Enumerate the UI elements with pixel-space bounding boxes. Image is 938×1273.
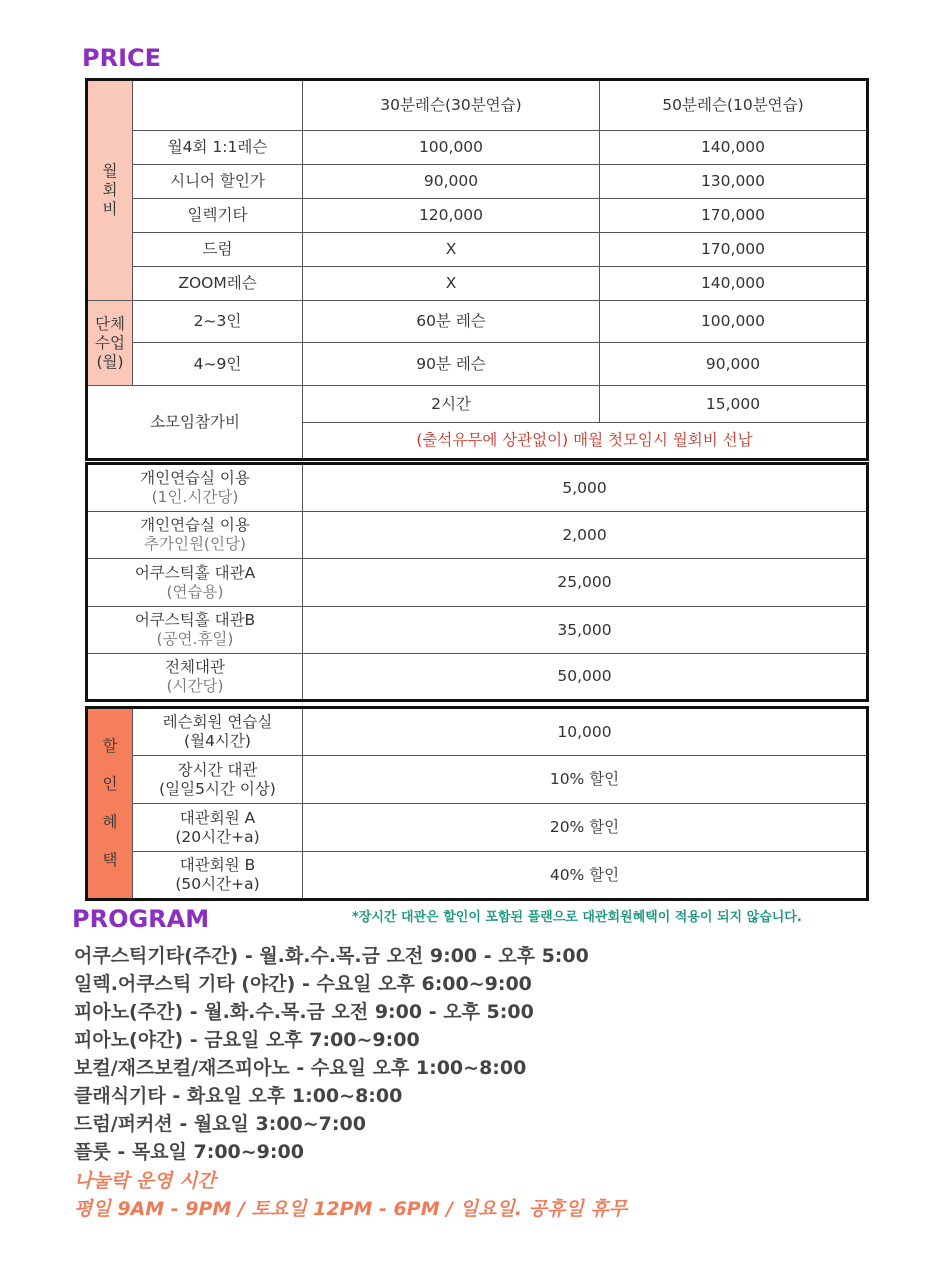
discount-group-label: 할 인 혜 택 bbox=[87, 708, 133, 900]
row-label: 시니어 할인가 bbox=[133, 165, 303, 199]
price-50: 170,000 bbox=[600, 199, 868, 233]
row-label: ZOOM레슨 bbox=[133, 267, 303, 301]
row-label: 4~9인 bbox=[133, 343, 303, 386]
price-30: 90분 레슨 bbox=[303, 343, 600, 386]
program-line: 클래식기타 - 화요일 오후 1:00~8:00 bbox=[74, 1085, 403, 1107]
header-30min: 30분레슨(30분연습) bbox=[303, 80, 600, 131]
rental-label: 어쿠스틱홀 대관B (공연.휴일) bbox=[87, 607, 303, 654]
program-line: 플룻 - 목요일 7:00~9:00 bbox=[74, 1141, 304, 1163]
rental-price: 25,000 bbox=[303, 559, 868, 607]
rental-label: 어쿠스틱홀 대관A (연습용) bbox=[87, 559, 303, 607]
rental-price: 35,000 bbox=[303, 607, 868, 654]
row-label: 2~3인 bbox=[133, 301, 303, 343]
price-30: 60분 레슨 bbox=[303, 301, 600, 343]
group-class-label: 단체 수업 (월) bbox=[87, 301, 133, 386]
rental-label: 전체대관 (시간당) bbox=[87, 654, 303, 701]
discount-table bbox=[85, 706, 869, 901]
discount-label: 장시간 대관 (일일5시간 이상) bbox=[133, 756, 303, 804]
meetup-price: 15,000 bbox=[600, 386, 868, 423]
price-30: 100,000 bbox=[303, 131, 600, 165]
price-50: 90,000 bbox=[600, 343, 868, 386]
program-line: 보컬/재즈보컬/재즈피아노 - 수요일 오후 1:00~8:00 bbox=[74, 1057, 527, 1079]
discount-label: 대관회원 B (50시간+a) bbox=[133, 852, 303, 900]
program-line: 일렉.어쿠스틱 기타 (야간) - 수요일 오후 6:00~9:00 bbox=[74, 973, 532, 995]
program-title: PROGRAM bbox=[72, 905, 210, 933]
discount-value: 10,000 bbox=[303, 708, 868, 756]
price-30: X bbox=[303, 267, 600, 301]
monthly-price-table bbox=[85, 78, 869, 461]
program-line: 피아노(야간) - 금요일 오후 7:00~9:00 bbox=[74, 1029, 420, 1051]
program-line: 어쿠스틱기타(주간) - 월.화.수.목.금 오전 9:00 - 오후 5:00 bbox=[74, 945, 589, 967]
monthly-group-label: 월 회 비 bbox=[87, 80, 133, 301]
row-label: 월4회 1:1레슨 bbox=[133, 131, 303, 165]
rental-price: 50,000 bbox=[303, 654, 868, 701]
price-30: 120,000 bbox=[303, 199, 600, 233]
rental-table bbox=[85, 462, 869, 702]
discount-note: *장시간 대관은 할인이 포함된 플랜으로 대관회원혜택이 적용이 되지 않습니다. bbox=[352, 910, 802, 925]
price-title: PRICE bbox=[82, 44, 162, 72]
meetup-duration: 2시간 bbox=[303, 386, 600, 423]
discount-value: 20% 할인 bbox=[303, 804, 868, 852]
price-30: 90,000 bbox=[303, 165, 600, 199]
price-30: X bbox=[303, 233, 600, 267]
row-label: 일렉기타 bbox=[133, 199, 303, 233]
hours-line: 평일 9AM - 9PM / 토요일 12PM - 6PM / 일요일. 공휴일 휴무 bbox=[74, 1198, 628, 1220]
price-50: 100,000 bbox=[600, 301, 868, 343]
rental-price: 5,000 bbox=[303, 464, 868, 512]
discount-value: 40% 할인 bbox=[303, 852, 868, 900]
discount-value: 10% 할인 bbox=[303, 756, 868, 804]
rental-label: 개인연습실 이용 (1인.시간당) bbox=[87, 464, 303, 512]
price-50: 140,000 bbox=[600, 131, 868, 165]
price-50: 170,000 bbox=[600, 233, 868, 267]
meetup-note: (출석유무에 상관없이) 매월 첫모임시 월회비 선납 bbox=[303, 423, 868, 460]
rental-label: 개인연습실 이용 추가인원(인당) bbox=[87, 512, 303, 559]
program-line: 드럼/퍼커션 - 월요일 3:00~7:00 bbox=[74, 1113, 366, 1135]
meetup-label: 소모임참가비 bbox=[87, 386, 303, 460]
rental-price: 2,000 bbox=[303, 512, 868, 559]
discount-label: 대관회원 A (20시간+a) bbox=[133, 804, 303, 852]
row-label: 드럼 bbox=[133, 233, 303, 267]
program-line: 피아노(주간) - 월.화.수.목.금 오전 9:00 - 오후 5:00 bbox=[74, 1001, 534, 1023]
hours-title: 나눌락 운영 시간 bbox=[74, 1170, 216, 1192]
header-empty bbox=[133, 80, 303, 131]
price-50: 130,000 bbox=[600, 165, 868, 199]
discount-label: 레슨회원 연습실 (월4시간) bbox=[133, 708, 303, 756]
price-50: 140,000 bbox=[600, 267, 868, 301]
header-50min: 50분레슨(10분연습) bbox=[600, 80, 868, 131]
